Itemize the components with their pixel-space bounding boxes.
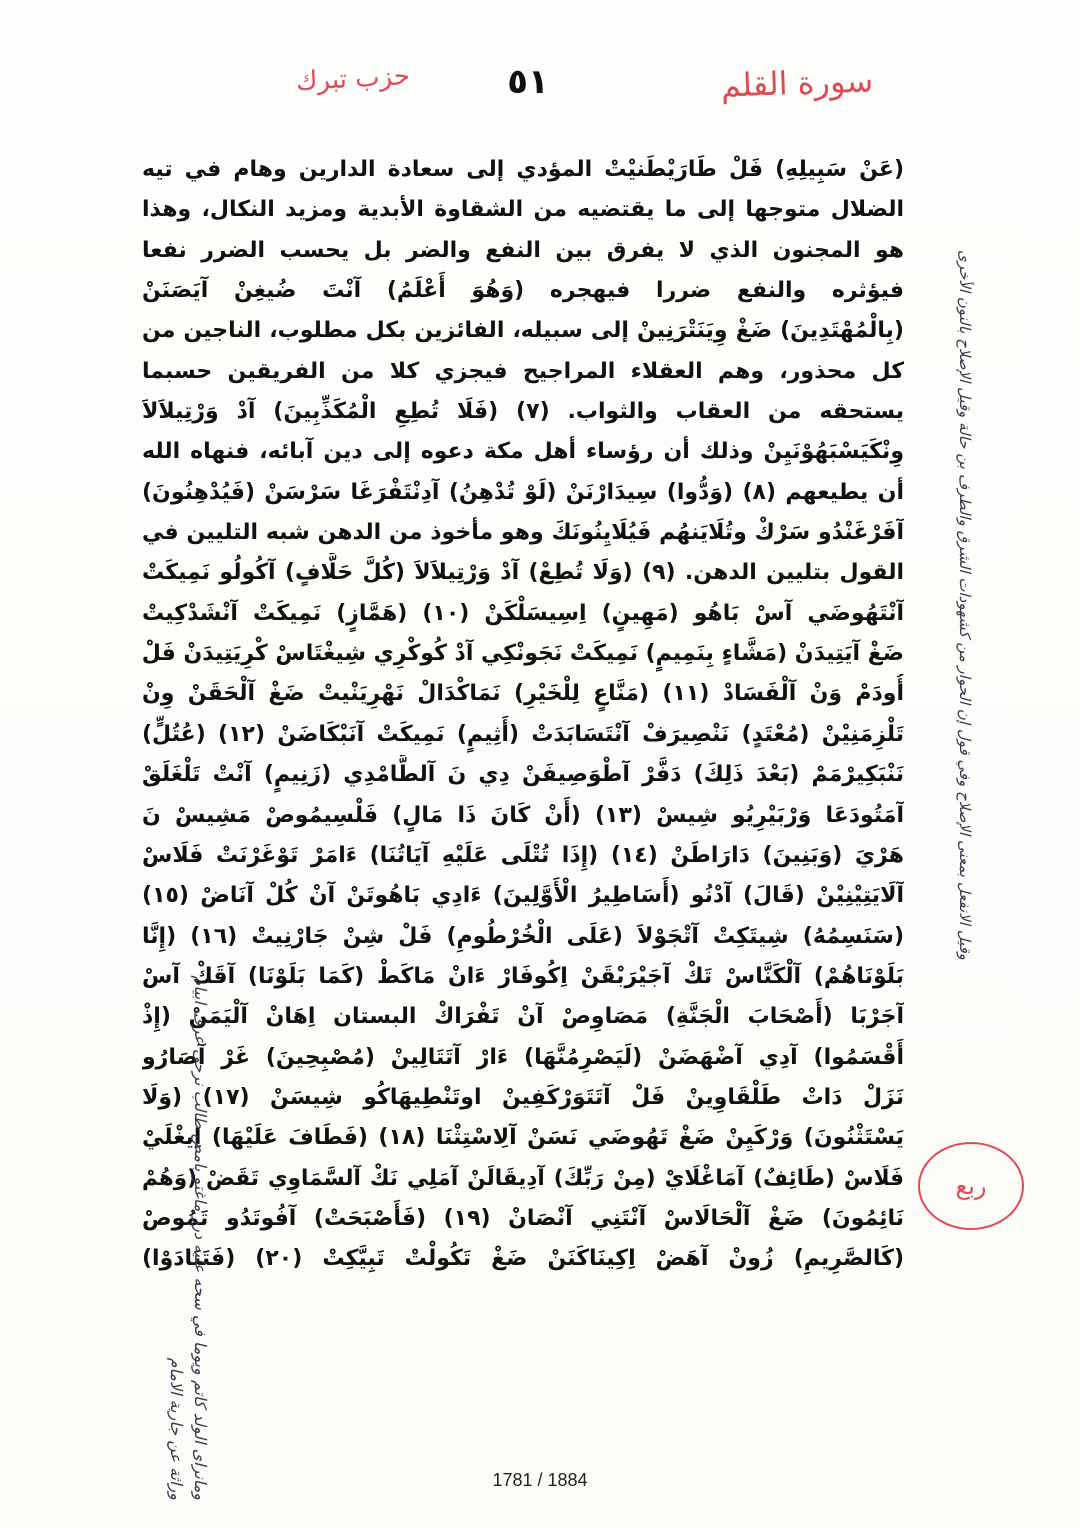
text-line: نَزَلْ دَاتْ طَلْقَاوِينْ فَلْ آتَتَوَرْكَفِينْ اوتَنْطِيهَاكُو شِيسَنْ (١٧) (وَلَا [142,1084,904,1110]
text-line: نَائِمُونَ) ضَغْ آلْحَالَاسْ آنْتَنِي آنْصَانْ (١٩) (فَأَصْبَحَتْ) آفُوتَدُو تَمُوصْ [142,1205,904,1231]
commentary-text [142,150,904,1280]
text-line: آجَرْبَا (أَصْحَابَ الْجَنَّةِ) مَصَاوِصْ آنْ تَفْرَاكْ البستان اِهَانْ آلْيَمَنْ (إِذْ [142,1004,904,1030]
left-margin-annotation [100,960,220,1500]
page-number: ٥١ [507,62,549,102]
text-line: آلَايَتِيْنِيْنْ (قَالَ) آدْنُو (أَسَاطِيرُ الْأَوَّلِينَ) ءَادِي بَاهُوتَنْ آنْ كُلْ آنَاضْ (١٥) [142,883,904,909]
surah-title: سورة القلم [720,61,874,105]
text-line: هَرْيَ (وَبَنِينَ) دَارَاطَنْ (١٤) (إِذَا تُتْلَى عَلَيْهِ آيَاتُنَا) ءَامَرْ تَوْغَرْنَتْ فَلَاسْ [142,842,904,868]
rub-marker [918,1142,1024,1230]
text-line: أَقْسَمُوا) آدِي آضْهَضَنْ (لَيَصْرِمُنَّهَا) ءَارْ آتَتَالِينْ (مُصْبِحِينَ) غَرْ آصَارُو [142,1044,904,1070]
text-line: يستحقه من العقاب والثواب. (٧) (فَلَا تُطِعِ الْمُكَذِّبِينَ) آدْ وَرْتِيلاَلاَ [142,399,904,425]
text-line: آنْتَهُوضَي آسْ بَاهُو (مَهِينٍ) اِسِيسَلْكَنْ (١٠) (هَمَّازٍ) نَمِيكَتْ آنْشَدْكِيتْ [142,600,904,626]
text-line: القول بتليين الدهن. (٩) (وَلَا تُطِعْ) آدْ وَرْتِيلاَلاَ (كُلَّ حَلَّافٍ) آكُولُو نَمِيكَتْ [142,560,904,586]
text-line: (سَنَسِمُهُ) شِيتَكِتْ آتْجَوْلاَ (عَلَى الْخُرْطُومِ) فَلْ شِنْ جَارْنِيتْ (١٦) (إِنَّا [142,923,904,949]
text-line: فَلَاسْ (طَائِفٌ) آمَاغْلَايْ (مِنْ رَبِّكَ) آدِيقَالَنْ آمَلِي نَكْ آلسَّمَاوِي تَقَضْ (وَهُمْ [142,1165,904,1191]
text-line: نَنْبَكِيرْمَمْ (بَعْدَ ذَلِكَ) دَفَّرْ آطْوَصِيفَنْ دِي نَ آلطَّامْدِي (زَنِيمٍ) آنْتْ تَلْغَلَقْ [142,762,904,788]
text-line: بَلَوْنَاهُمْ) آلْكَنَّاسْ تَكْ آجَيْرَبْقَنْ اِكُوفَارْ ءَانْ مَاكَطْ (كَمَا بَلَوْنَا) آقَكْ آسْ [142,963,904,989]
text-line: أن يطيعهم (٨) (وَدُّوا) سِيدَارْنَنْ (لَوْ تُدْهِنُ) آدِنْتَفْرَغَا سَرْسَنْ (فَيُدْهِنُونَ) [142,479,904,505]
page-counter: 1781 / 1884 [492,1470,588,1490]
text-line: (بِالْمُهْتَدِينَ) ضَغْ وِيَنَتْرَنِينْ إلى سبيله، الفائزين بكل مطلوب، الناجين من [142,318,904,344]
text-line: (كَالصَّرِيمِ) زُونْ آهَضْ اِكِينَاكَنَنْ ضَغْ تَكُولْتْ تَبِيَّكِتْ (٢٠) (فَتَنَادَوْا) [142,1246,904,1272]
text-line: آمَتُودَعَا وَرْبَيْرِيُو شِيسْ (١٣) (أَنْ كَانَ ذَا مَالٍ) فَلْسِيمُوصْ مَشِيسْ نَ [142,802,904,828]
text-line: الضلال متوجها إلى ما يقتضيه من الشقاوة الأبدية ومزيد النكال، وهذا [142,197,904,223]
handwritten-note: وقيل الانفعل بمعنى الإصلاح وفي قول إن الحوار من كشهودات الشرق والطرف بن حالة وقيل الإصلاح بالنون الأخرى [956,250,974,960]
text-line: أُودَمْ وَنْ آلْفَسَادْ (١١) (مَنَّاعٍ لِلْخَيْرِ) نَمَاكْدَالْ نَهْرِيَنْيتْ ضَغْ آلْحَقَنْ وِنْ [142,681,904,707]
text-line: آفَرْغَنْدُو سَرْكْ وتُلَايَنهُم فَيُلَايِنُونَكَ وهو مأخوذ من الدهن شبه التليين في [142,520,904,546]
text-line: ضَغْ آيَتِيدَنْ (مَشَّاءٍ بِنَمِيمٍ) نَمِيكَتْ نَجَونْكِي آدْ كُوكْرِي شِيغْتَاسْ كْرِيَتِيدَنْ فَلْ [142,641,904,667]
right-margin-annotation [905,100,985,960]
text-line: فيؤثره والنفع ضررا فيهجره (وَهُوَ أَعْلَمُ) آنْتَ ضُيغِنْ آيَصَنَنْ [142,278,904,304]
rub-label: ربع [955,1172,987,1200]
hizb-title: حزب تبرك [295,61,411,97]
text-line: تَلْزِمَنِيْنْ (مُعْتَدٍ) نَنْصِيرَفْ آنْتَسَابَدَتْ (أَثِيمٍ) نَمِيكَتْ آنَبْكَاضَنْ (١٢) (عُتُلٍّ) [142,721,904,747]
handwritten-note: ومانراى الولد كاتم ويوما في سحه عليه درر ماغتو بامص طالب نرحى عرف ابيام وراثة عن جارية الامام [167,975,210,1500]
text-line: هو المجنون الذي لا يفرق بين النفع والضر بل يحسب الضرر نفعا [142,237,904,263]
text-line: وِنْكَيَسْبَهُوْنَيِنْ وذلك أن رؤساء أهل مكة دعوه إلى دين آبائه، فنهاه الله [142,439,904,465]
text-line: يَسْتَثْنُونَ) وَرْكَيِنْ ضَغْ تَهُوضَي نَسَنْ آلِاسْتِثْنَا (١٨) (فَطَافَ عَلَيْهَا) اِيغْلَيْ [142,1125,904,1151]
text-line: كل محذور، وهم العقلاء المراجيح فيجزي كلا من الفريقين حسبما [142,358,904,384]
text-line: (عَنْ سَبِيلِهِ) فَلْ طَارَيْطَنيْتْ المؤدي إلى سعادة الدارين وهام في تيه [142,157,904,182]
